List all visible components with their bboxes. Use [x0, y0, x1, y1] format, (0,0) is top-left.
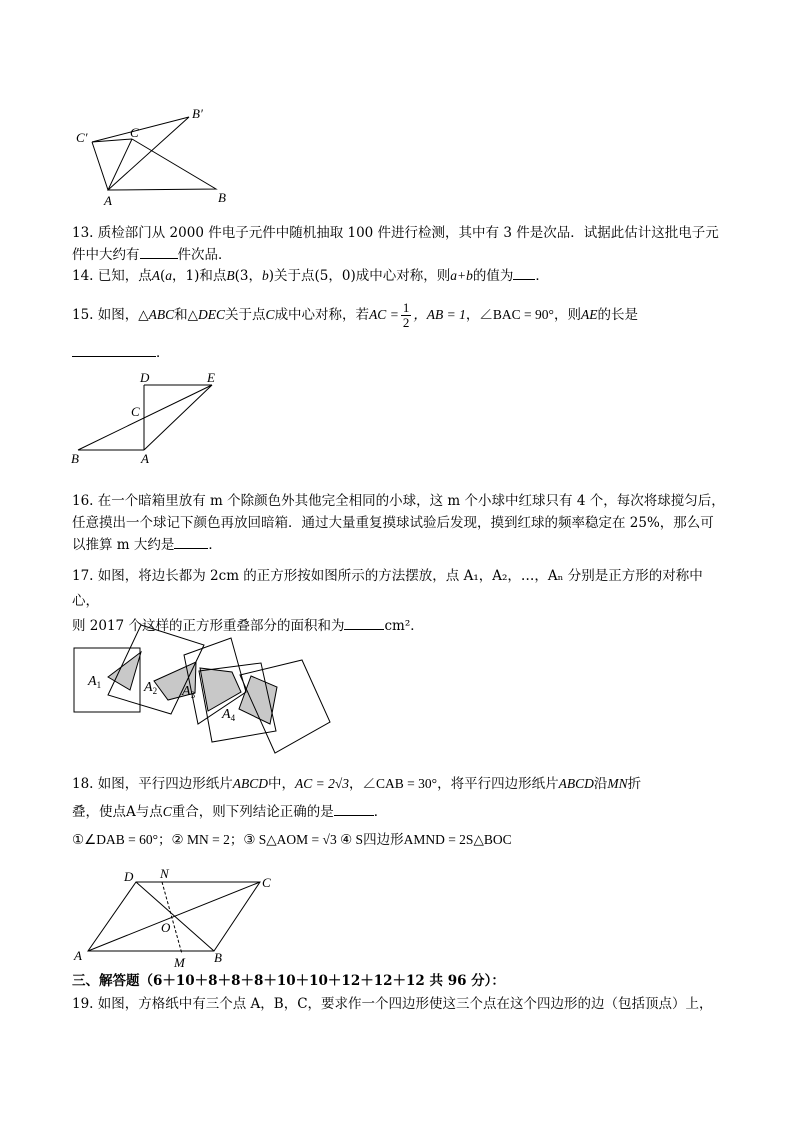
q16-line-3: 以推算 m 大约是 ．	[72, 537, 222, 553]
question-13	[72, 222, 727, 266]
label-b: B	[71, 451, 79, 466]
label-a4: $A_4$	[222, 707, 236, 723]
diagonal-db	[136, 882, 214, 951]
question-18	[72, 770, 727, 854]
label-a2: $A_2$	[144, 680, 158, 696]
label-c: C	[131, 404, 140, 419]
label-m: M	[174, 955, 185, 970]
question-19: 19. 如图，方格纸中有三个点 A，B，C，要求作一个四边形使这三个点在这个四边形的边（包括顶点）上，	[72, 996, 713, 1012]
label-a: A	[141, 451, 149, 466]
rotation-figure	[70, 104, 250, 212]
overlapping-squares-figure	[70, 620, 336, 760]
question-15: 15. 如图，△ABC和△DEC关于点C成中心对称，若AC = $\frac{1}{2}$ ，AB = 1，∠BAC = 90°，则AE的长是 ．	[72, 300, 638, 361]
q16-line-1: 16. 在一个暗箱里放有 m 个除颜色外其他完全相同的小球，这 m 个小球中红球只有 4 个，每次将球搅匀后，	[72, 493, 725, 509]
overlap-3	[200, 668, 241, 711]
label-b: B	[214, 950, 222, 965]
overlap-4	[239, 676, 277, 724]
triangle-abc	[108, 139, 216, 190]
diagonal-ac	[88, 882, 260, 951]
q17-line-1: 17. 如图，将边长都为 2cm 的正方形按如图所示的方法摆放，点 A₁，A₂，…，Aₙ 分别是正方形的对称中心，	[72, 568, 703, 609]
q18-answer-blank[interactable]	[334, 802, 374, 816]
fold-line-mn	[162, 882, 182, 954]
label-b-prime: B′	[192, 106, 203, 121]
q18-line-2: 叠，使点A与点C重合，则下列结论正确的是 ．	[72, 804, 388, 820]
label-c: C	[262, 875, 271, 890]
q16-answer-blank[interactable]	[174, 535, 208, 549]
label-b: B	[218, 190, 226, 205]
q17-answer-blank[interactable]	[344, 616, 384, 630]
q14-answer-blank[interactable]	[513, 266, 535, 280]
q13-line-1: 13. 质检部门从 2000 件电子元件中随机抽取 100 件进行检测，其中有 3 件是次品．试据此估计这批电子元	[72, 225, 719, 241]
segment-ea	[144, 385, 212, 450]
q18-options: ①∠DAB = 60°；② MN = 2；③ S△AOM = √3 ④ S四边形AMND = 2S△BOC	[72, 832, 512, 847]
q18-line-1: 18. 如图，平行四边形纸片ABCD中，AC = 2√3，∠CAB = 30°，将平行四边形纸片ABCD沿MN折	[72, 776, 642, 792]
segment-be	[78, 385, 212, 450]
label-a: A	[74, 948, 82, 963]
q13-answer-blank[interactable]	[140, 245, 178, 259]
q13-line-2: 件中大约有 件次品．	[72, 247, 232, 263]
fraction-one-half: $\frac{1}{2}$	[402, 300, 410, 330]
label-a1: $A_1$	[88, 674, 102, 690]
label-a: A	[104, 193, 112, 208]
q16-line-2: 任意摸出一个球记下颜色再放回暗箱．通过大量重复摸球试验后发现，摸到红球的频率稳定在 25%，那么可	[72, 515, 714, 531]
label-o: O	[161, 920, 171, 935]
label-d: D	[140, 370, 150, 385]
label-c: C	[130, 125, 139, 140]
section-3-title: 三、解答题（6＋10＋8＋8＋8＋10＋10＋12＋12＋12 共 96 分）：	[72, 973, 505, 989]
parallelogram-fold-figure	[68, 866, 298, 970]
central-symmetry-figure	[68, 370, 228, 466]
label-d: D	[124, 869, 134, 884]
q15-answer-blank[interactable]	[72, 343, 156, 357]
triangle-ab-prime-c-prime	[92, 117, 189, 190]
label-n: N	[160, 866, 169, 881]
label-c-prime: C′	[76, 130, 88, 145]
label-e: E	[207, 370, 215, 385]
question-16	[72, 490, 727, 556]
question-14: 14. 已知，点A(a，1)和点B(3，b)关于点(5，0)成中心对称，则a+b的值为 ．	[72, 268, 549, 284]
label-a3: $A_3$	[182, 684, 196, 700]
q17-line-2: 则 2017 个这样的正方形重叠部分的面积和为 cm²．	[72, 618, 424, 634]
